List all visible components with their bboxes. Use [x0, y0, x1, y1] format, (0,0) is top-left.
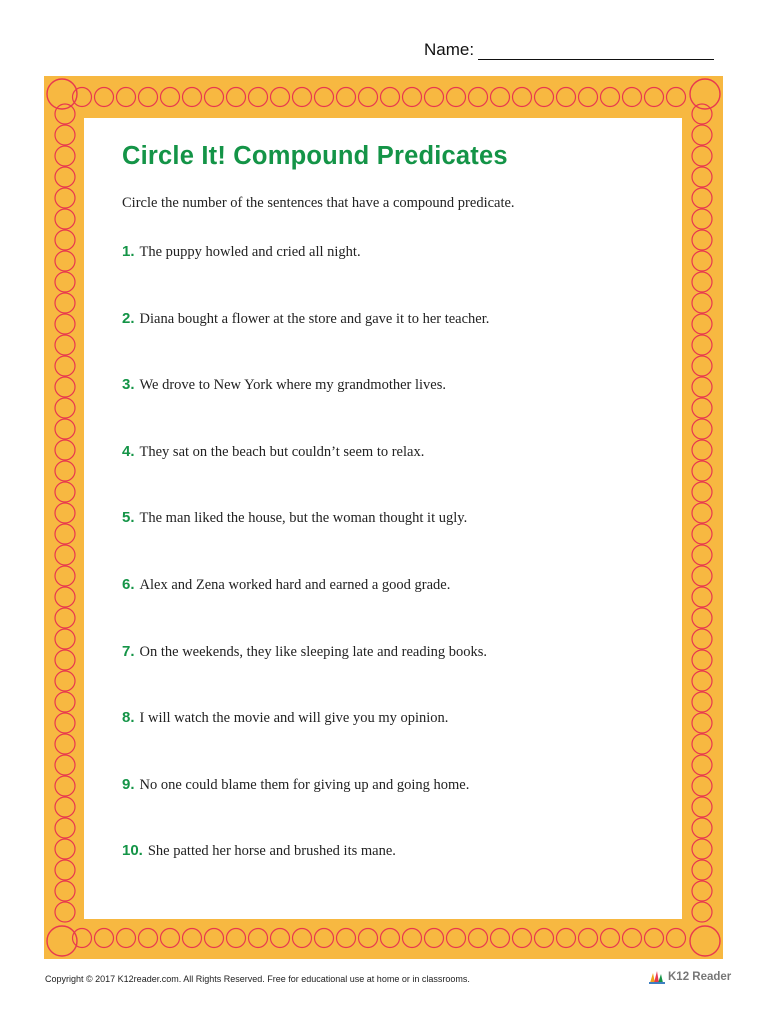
sentence-number[interactable]: 10.	[122, 842, 143, 860]
border-ring	[645, 88, 664, 107]
sentence-text: Alex and Zena worked hard and earned a good grade.	[139, 577, 451, 593]
border-ring	[55, 629, 75, 649]
sentence-number[interactable]: 3.	[122, 376, 135, 394]
sentence-item	[122, 776, 469, 794]
sentence-text: The man liked the house, but the woman thought it ugly.	[139, 510, 468, 527]
border-ring	[692, 692, 712, 712]
border-ring	[692, 818, 712, 838]
border-ring	[692, 650, 712, 670]
border-ring	[55, 608, 75, 628]
sentence-item	[122, 310, 489, 328]
border-ring	[55, 797, 75, 817]
border-ring	[337, 88, 356, 107]
sentence-item	[122, 576, 450, 594]
border-ring	[403, 929, 422, 948]
border-ring	[645, 929, 664, 948]
border-ring	[692, 671, 712, 691]
border-ring	[315, 929, 334, 948]
sentence-item	[122, 643, 487, 661]
border-ring	[55, 755, 75, 775]
border-ring	[55, 671, 75, 691]
border-ring	[55, 524, 75, 544]
name-line	[478, 41, 714, 60]
k12reader-logo	[648, 969, 731, 985]
border-ring	[692, 902, 712, 922]
border-ring	[692, 482, 712, 502]
border-ring	[557, 88, 576, 107]
border-ring	[513, 929, 532, 948]
border-ring	[271, 929, 290, 948]
border-ring	[491, 88, 510, 107]
border-ring	[692, 167, 712, 187]
sentence-number[interactable]: 4.	[122, 442, 135, 460]
border-ring	[623, 88, 642, 107]
border-ring	[249, 88, 268, 107]
sentence-number[interactable]: 5.	[122, 509, 135, 527]
border-ring	[161, 929, 180, 948]
border-ring	[227, 88, 246, 107]
sentence-text: Diana bought a flower at the store and gave it to her teacher.	[139, 310, 490, 327]
sentence-number[interactable]: 2.	[122, 309, 135, 327]
border-ring	[55, 419, 75, 439]
border-ring	[55, 188, 75, 208]
border-ring	[692, 566, 712, 586]
border-ring	[55, 902, 75, 922]
border-ring	[692, 146, 712, 166]
border-ring	[55, 818, 75, 838]
border-ring	[315, 88, 334, 107]
border-ring	[73, 929, 92, 948]
border-ring	[692, 272, 712, 292]
border-ring	[692, 860, 712, 880]
border-ring	[601, 88, 620, 107]
border-ring	[55, 650, 75, 670]
border-ring	[667, 929, 686, 948]
border-ring	[55, 587, 75, 607]
logo-text: K12 Reader	[668, 971, 732, 983]
border-ring	[183, 88, 202, 107]
border-ring	[381, 88, 400, 107]
border-ring	[447, 88, 466, 107]
sentence-number[interactable]: 1.	[122, 243, 135, 260]
border-ring	[692, 503, 712, 523]
border-ring	[55, 734, 75, 754]
border-ring	[692, 608, 712, 628]
border-ring	[692, 377, 712, 397]
border-ring	[690, 926, 720, 956]
border-ring	[425, 88, 444, 107]
border-ring	[692, 335, 712, 355]
border-ring	[55, 860, 75, 880]
border-ring	[381, 929, 400, 948]
border-ring	[403, 88, 422, 107]
border-ring	[139, 929, 158, 948]
border-ring	[95, 929, 114, 948]
border-ring	[55, 839, 75, 859]
border-ring	[692, 797, 712, 817]
sentence-text: The puppy howled and cried all night.	[139, 244, 361, 260]
border-ring	[55, 335, 75, 355]
border-ring	[447, 929, 466, 948]
sentence-text: They sat on the beach but couldn’t seem to relax.	[139, 443, 425, 460]
border-ring	[337, 929, 356, 948]
border-ring	[55, 167, 75, 187]
border-ring	[601, 929, 620, 948]
border-ring	[55, 776, 75, 796]
border-ring	[579, 929, 598, 948]
border-ring	[535, 88, 554, 107]
border-ring	[692, 356, 712, 376]
name-field	[424, 40, 714, 60]
border-ring	[55, 503, 75, 523]
border-ring	[55, 146, 75, 166]
border-ring	[692, 188, 712, 208]
border-ring	[469, 929, 488, 948]
border-ring	[55, 272, 75, 292]
border-ring	[692, 419, 712, 439]
border-ring	[469, 88, 488, 107]
border-ring	[692, 839, 712, 859]
border-ring	[55, 356, 75, 376]
border-ring	[271, 88, 290, 107]
border-ring	[692, 524, 712, 544]
border-ring	[95, 88, 114, 107]
border-ring	[293, 88, 312, 107]
border-ring	[692, 881, 712, 901]
border-ring	[227, 929, 246, 948]
border-ring	[55, 293, 75, 313]
border-ring	[139, 88, 158, 107]
border-ring	[692, 461, 712, 481]
border-ring	[359, 929, 378, 948]
border-ring	[55, 461, 75, 481]
border-ring	[692, 587, 712, 607]
sentence-item	[122, 243, 361, 261]
border-ring	[557, 929, 576, 948]
sentence-text: No one could blame them for giving up and going home.	[139, 776, 470, 793]
border-ring	[161, 88, 180, 107]
sentence-item	[122, 709, 448, 727]
border-ring	[692, 776, 712, 796]
border-ring	[55, 545, 75, 565]
border-ring	[55, 713, 75, 733]
sentence-text: On the weekends, they like sleeping late and reading books.	[139, 643, 488, 660]
border-ring	[205, 929, 224, 948]
border-ring	[579, 88, 598, 107]
border-ring	[359, 88, 378, 107]
sentence-number[interactable]: 8.	[122, 709, 135, 727]
border-ring	[55, 398, 75, 418]
border-ring	[535, 929, 554, 948]
border-ring	[55, 440, 75, 460]
border-ring	[692, 209, 712, 229]
border-ring	[55, 482, 75, 502]
copyright-footer: Copyright © 2017 K12reader.com. All Rights Reserved. Free for educational use at home or in classrooms.	[45, 974, 470, 984]
sentence-item	[122, 376, 446, 394]
border-ring	[692, 398, 712, 418]
border-ring	[55, 314, 75, 334]
border-ring	[183, 929, 202, 948]
sentence-text: We drove to New York where my grandmother lives.	[139, 377, 447, 394]
border-ring	[73, 88, 92, 107]
border-ring	[249, 929, 268, 948]
border-ring	[623, 929, 642, 948]
border-ring	[55, 125, 75, 145]
border-ring	[692, 230, 712, 250]
border-ring	[293, 929, 312, 948]
sentence-number[interactable]: 6.	[122, 576, 135, 593]
border-ring	[692, 293, 712, 313]
border-ring	[692, 440, 712, 460]
sentence-item	[122, 509, 467, 527]
border-ring	[513, 88, 532, 107]
sentence-text: I will watch the movie and will give you my opinion.	[139, 710, 449, 727]
name-label: Name:	[424, 40, 475, 59]
sentence-item	[122, 443, 424, 461]
border-ring	[692, 629, 712, 649]
border-ring	[692, 314, 712, 334]
sentence-number[interactable]: 7.	[122, 642, 135, 660]
border-ring	[491, 929, 510, 948]
sentence-text: She patted her horse and brushed its mane.	[147, 843, 396, 860]
border-ring	[692, 734, 712, 754]
border-ring	[55, 881, 75, 901]
border-ring	[425, 929, 444, 948]
border-ring	[55, 104, 75, 124]
border-ring	[55, 377, 75, 397]
sentence-number[interactable]: 9.	[122, 775, 135, 793]
border-ring	[55, 209, 75, 229]
border-ring	[692, 125, 712, 145]
border-ring	[692, 713, 712, 733]
border-ring	[692, 755, 712, 775]
k12reader-logo-icon	[648, 969, 666, 985]
page-title: Circle It! Compound Predicates	[122, 142, 508, 170]
border-ring	[667, 88, 686, 107]
border-ring	[55, 692, 75, 712]
border-ring	[692, 251, 712, 271]
border-ring	[692, 104, 712, 124]
border-ring	[55, 230, 75, 250]
border-ring	[117, 88, 136, 107]
instructions: Circle the number of the sentences that have a compound predicate.	[122, 195, 515, 211]
border-ring	[692, 545, 712, 565]
border-ring	[117, 929, 136, 948]
sentence-item	[122, 842, 396, 860]
border-ring	[55, 566, 75, 586]
border-ring	[205, 88, 224, 107]
border-ring	[55, 251, 75, 271]
